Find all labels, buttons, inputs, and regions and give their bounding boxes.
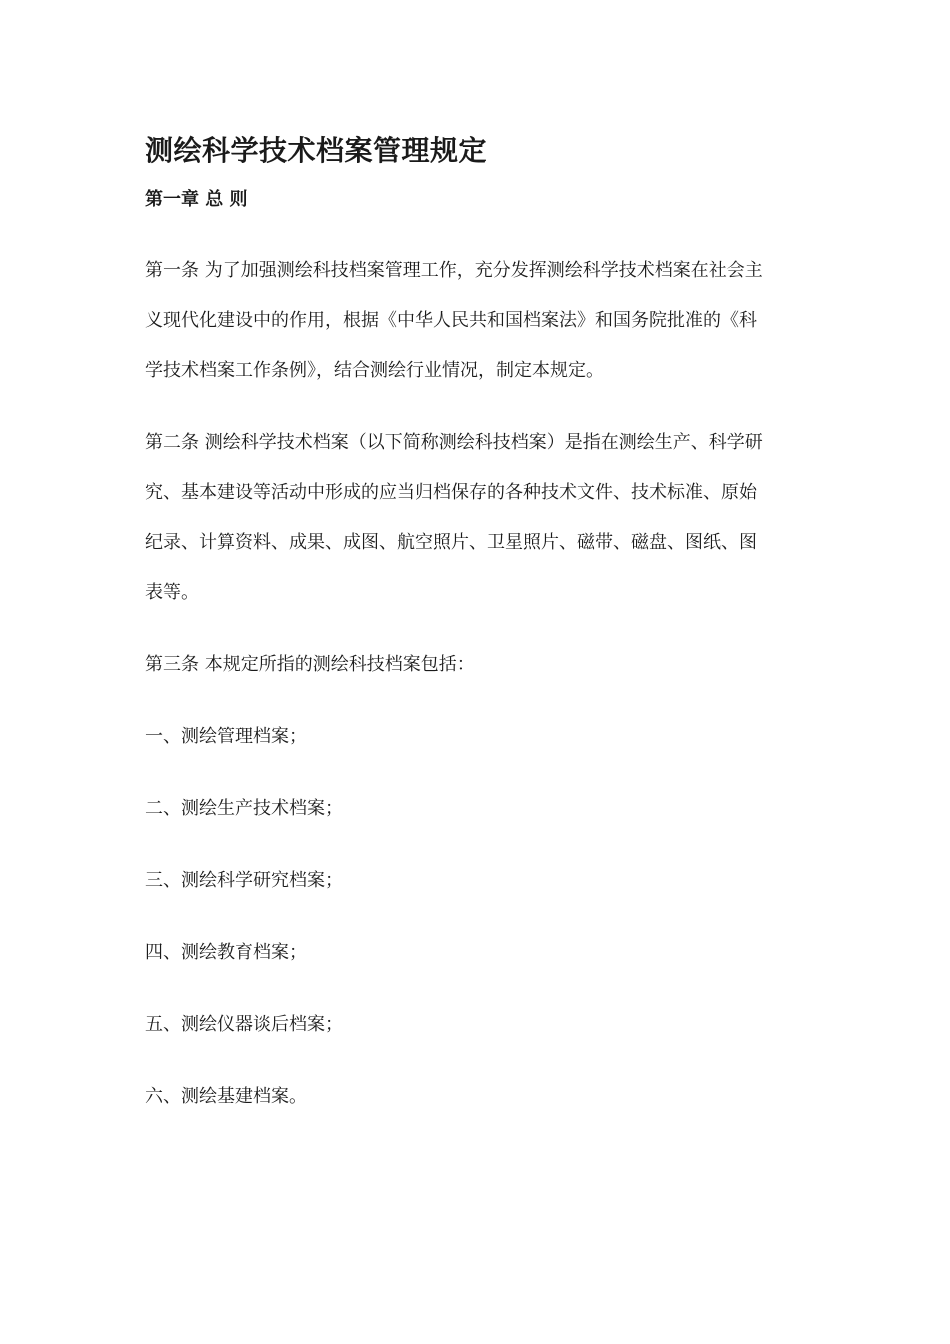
list-item: 五、测绘仪器谈后档案； (145, 1014, 343, 1035)
chapter-heading: 第一章 总 则 (145, 189, 248, 210)
article-3: 第三条 本规定所指的测绘科技档案包括： (145, 654, 475, 675)
list-item: 三、测绘科学研究档案； (145, 870, 343, 891)
article-2-line: 究、基本建设等活动中形成的应当归档保存的各种技术文件、技术标准、原始 (145, 482, 757, 503)
article-1-line: 义现代化建设中的作用，根据《中华人民共和国档案法》和国务院批准的《科 (145, 310, 757, 331)
article-1-line: 学技术档案工作条例》，结合测绘行业情况，制定本规定。 (145, 360, 604, 381)
document-title: 测绘科学技术档案管理规定 (145, 134, 488, 167)
list-item: 四、测绘教育档案； (145, 942, 307, 963)
article-1 (145, 246, 805, 396)
article-2-line: 表等。 (145, 582, 199, 603)
article-2-line: 第二条 测绘科学技术档案（以下简称测绘科技档案）是指在测绘生产、科学研 (145, 432, 763, 453)
article-2-line: 纪录、计算资料、成果、成图、航空照片、卫星照片、磁带、磁盘、图纸、图 (145, 532, 757, 553)
list-item: 二、测绘生产技术档案； (145, 798, 343, 819)
article-2 (145, 418, 805, 618)
list-item: 一、测绘管理档案； (145, 726, 307, 747)
list-item: 六、测绘基建档案。 (145, 1086, 307, 1107)
article-1-line: 第一条 为了加强测绘科技档案管理工作，充分发挥测绘科学技术档案在社会主 (145, 260, 763, 281)
